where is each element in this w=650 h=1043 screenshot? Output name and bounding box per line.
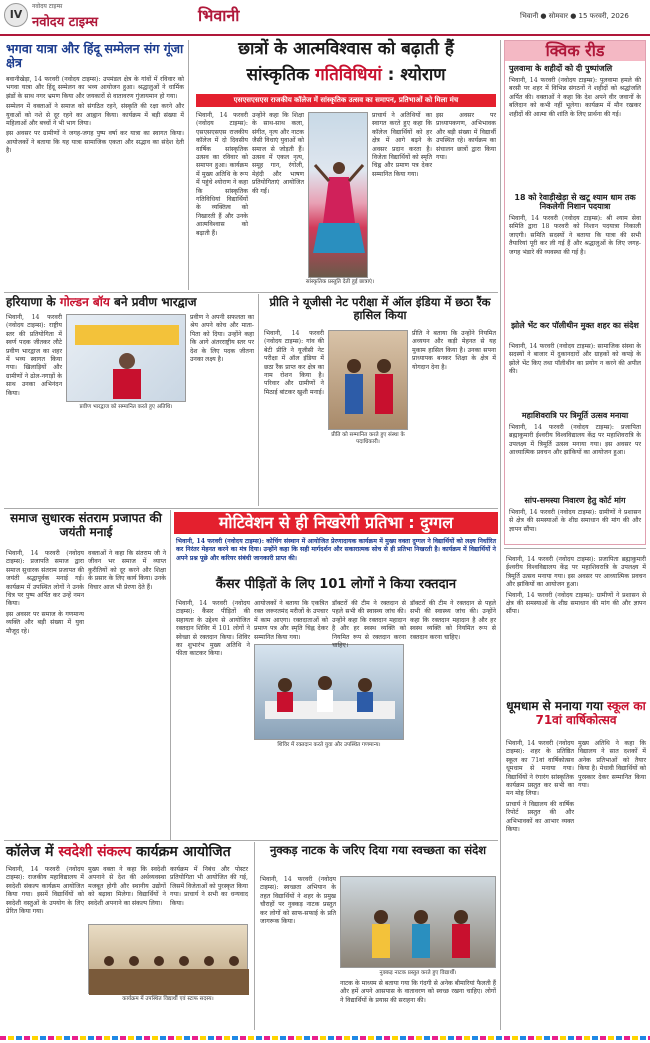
divider (170, 510, 171, 840)
headline-part: हरियाणा के (6, 295, 60, 309)
paragraph: भिवानी, 14 फरवरी (नवोदय टाइम्स): कैंसर पीड़ितों की सहायता के उद्देश्य से आयोजित रक्तदान शिविर में 101 लोगों ने स्वेच्छा से रक्तदान किया। शिविर का शुभारंभ मुख्य अतिथि ने फीता काटकर किया। (176, 600, 250, 658)
divider (4, 508, 498, 509)
paragraph: नाटक के माध्यम से बताया गया कि गंदगी से अनेक बीमारियां फैलती हैं और हमें अपने आसपास के वातावरण को स्वच्छ रखना चाहिए। लोगों ने विद्यार्थियों के प्रयास की सराहना की। (340, 980, 496, 1004)
cancer-caption: शिविर में रक्तदान करते युवा और उपस्थित गणमान्य। (277, 742, 381, 748)
paragraph: प्राचार्य ने अतिथियों का स्वागत करते हुए कहा कि कॉलेज विद्यार्थियों को हर क्षेत्र में आगे बढ़ने के अवसर प्रदान करता है। विजेता विद्यार्थियों को स्मृति चिह्न और प्रमाण पत्र देकर सम्मानित किया गया। (372, 112, 432, 178)
divider (504, 548, 646, 549)
lead-col-3 (372, 112, 432, 290)
cancer-col-3 (332, 600, 406, 650)
preeti-col-2 (412, 330, 496, 506)
samaj-col-1 (6, 550, 84, 836)
page-header (0, 0, 650, 36)
quick-read-body: भिवानी, 14 फरवरी (नवोदय टाइम्स): ग्रामीणों ने प्रशासन से क्षेत्र की समस्याओं के शीघ्र समाधान की मांग की और ज्ञापन सौंपा। (509, 509, 641, 533)
quick-read-title: क्विक रीड (505, 41, 645, 61)
paragraph: सम्मेलन में वक्ताओं ने समाज को संगठित रहने, संस्कृति की रक्षा करने और युवाओं को नशे से दूर रहने का आह्वान किया। कार्यक्रम में बड़ी संख्या में महिलाओं और बच्चों ने भी भाग लिया। (6, 103, 184, 128)
paragraph: इस अवसर पर प्राध्यापकगण, अभिभावक और बड़ी संख्या में विद्यार्थी उपस्थित रहे। कार्यक्रम का संचालन छात्रों द्वारा किया गया। (436, 112, 496, 162)
school-headline (506, 700, 646, 728)
cancer-col-2 (254, 600, 328, 640)
headline-highlight: गतिविधियां (315, 65, 382, 85)
college-photo (88, 924, 248, 994)
award-group-icon (329, 331, 409, 431)
paragraph: भिवानी, 14 फरवरी (नवोदय टाइम्स): राजकीय महाविद्यालय में स्वदेशी संकल्प कार्यक्रम आयोजित किया गया। इसमें विद्यार्थियों को स्वदेशी वस्तुओं के उपयोग के लिए प्रेरित किया गया। (6, 866, 84, 916)
blood-donation-icon (255, 645, 405, 741)
paragraph: कार्यक्रम में निबंध और पोस्टर प्रतियोगिता भी आयोजित की गई, जिसमें विजेताओं को पुरस्कृत किया गया। प्राचार्य ने सभी का धन्यवाद किया। (170, 866, 248, 907)
haryana-photo (66, 314, 186, 402)
quick-read-headline: पुलवामा के शहीदों को दी पुष्पांजलि (509, 64, 613, 73)
lead-col-1 (196, 112, 248, 290)
divider (254, 842, 255, 1030)
samaj-col-2 (88, 550, 166, 836)
headline-part: कॉलेज में (6, 844, 59, 860)
section-title: भिवानी (198, 0, 318, 32)
nukkad-headline: नुक्कड़ नाटक के जरिए दिया गया स्वच्छता का संदेश (269, 843, 487, 857)
preeti-col-1 (264, 330, 324, 506)
lead-col-4 (436, 112, 496, 290)
headline-part: बने प्रवीण भारद्वाज (109, 295, 197, 309)
quick-read-headline: 18 को रेवाड़ीखेड़ा से खटू श्याम धाम तक निकलेगी निशान पदयात्रा (514, 193, 636, 212)
paragraph: भिवानी, 14 फरवरी (नवोदय टाइम्स): स्वच्छता अभियान के तहत विद्यार्थियों ने शहर के प्रमुख चौराहों पर नुक्कड़ नाटक प्रस्तुत कर लोगों को साफ-सफाई के प्रति जागरूक किया। (260, 876, 336, 926)
lead-headline-line1: छात्रों के आत्मविश्वास को बढ़ाती हैं (238, 39, 454, 59)
haryana-col-2 (190, 314, 254, 504)
samaj-headline: समाज सुधारक संतराम प्रजापत की जयंती मनाई (10, 511, 162, 539)
paragraph: डॉक्टरों की टीम ने रक्तदान से पहले सभी की स्वास्थ्य जांच की। उन्होंने कहा कि रक्तदान महादान है और हर स्वस्थ व्यक्ति को नियमित रूप से रक्तदान करना चाहिए। (332, 600, 406, 650)
cancer-headline: कैंसर पीड़ितों के लिए 101 लोगों ने किया रक्तदान (215, 577, 457, 592)
nukkad-photo (340, 876, 496, 968)
cancer-col-4 (410, 600, 496, 836)
haryana-headline (6, 296, 256, 310)
lead-photo-caption: सांस्कृतिक प्रस्तुति देती हुई छात्राएं। (305, 279, 375, 285)
quick-read-headline: महाशिवरात्रि पर त्रिमूर्ति उत्सव मनाया (521, 411, 629, 420)
college-headline (6, 844, 256, 860)
paragraph: भिवानी, 14 फरवरी (नवोदय टाइम्स): प्रजापिता ब्रह्माकुमारी ईश्वरीय विश्वविद्यालय केंद्र पर महाशिवरात्रि के उपलक्ष्य में त्रिमूर्ति उत्सव मनाया गया। इस अवसर पर आध्यात्मिक प्रवचन और झांकियों का आयोजन हुआ। (506, 556, 646, 589)
left-lead-headline: भगवा यात्रा और हिंदू सम्मेलन संग गूंजा क्षेत्र (6, 41, 184, 71)
preeti-caption: प्रीति को सम्मानित करते हुए संस्था के पदाधिकारी। (331, 432, 405, 445)
divider (4, 840, 498, 841)
quick-read-headline: सांप-समस्या निवारण हेतु कोर्ट मांग (524, 496, 626, 505)
lead-subhead: एसएसएसएस राजकीय कॉलेज में सांस्कृतिक उत्सव का समापन, प्रतिभाओं को मिला मंच (196, 94, 496, 107)
motivation-banner: मोटिवेशन से ही निखरेगी प्रतिभा : दुग्गल (174, 512, 498, 534)
headline-part: धूमधाम से मनाया गया (506, 699, 608, 713)
quick-read-body: भिवानी, 14 फरवरी (नवोदय टाइम्स): प्रजापिता ब्रह्माकुमारी ईश्वरीय विश्वविद्यालय केंद्र पर महाशिवरात्रि के उपलक्ष्य में त्रिमूर्ति उत्सव मनाया गया। इस अवसर पर आध्यात्मिक प्रवचन और झांकियों का आयोजन हुआ। (509, 424, 641, 457)
school-col-1 (506, 740, 574, 1030)
college-col-1 (6, 866, 84, 1030)
college-caption: कार्यक्रम में उपस्थित विद्यार्थी एवं स्टाफ सदस्य। (122, 996, 214, 1002)
divider (188, 40, 189, 290)
paragraph: प्रवीण ने अपनी सफलता का श्रेय अपने कोच और माता-पिता को दिया। उन्होंने कहा कि आगे अंतरराष्ट्रीय स्तर पर देश के लिए पदक जीतना उनका लक्ष्य है। (190, 314, 254, 364)
quick-read-body: भिवानी, 14 फरवरी (नवोदय टाइम्स): श्री श्याम सेवा समिति द्वारा 18 फरवरी को निशान पदयात्रा निकाली जाएगी। समिति सदस्यों ने बताया कि यात्रा की सभी तैयारियां पूरी कर ली गई हैं और श्रद्धालुओं के लिए जगह-जगह भंडारे की व्यवस्था की गई है। (509, 215, 641, 256)
paragraph: इस अवसर पर समाज के गणमान्य व्यक्ति और बड़ी संख्या में युवा मौजूद रहे। (6, 610, 84, 635)
dancer-figure-icon (309, 113, 369, 279)
quick-read-headline: झोले भेंट कर पॉलीथीन मुक्त शहर का संदेश (511, 321, 639, 330)
paragraph: प्राचार्य ने विद्यालय की वार्षिक रिपोर्ट प्रस्तुत की और अभिभावकों का आभार व्यक्त किया। (506, 800, 574, 834)
nukkad-col-1 (260, 876, 336, 1030)
preeti-photo (328, 330, 408, 430)
paragraph: मुख्य वक्ता ने कहा कि स्वदेशी अपनाने से देश की अर्थव्यवस्था मजबूत होगी और स्थानीय उद्योगों को बढ़ावा मिलेगा। विद्यार्थियों ने स्वदेशी अपनाने का संकल्प लिया। (88, 866, 166, 907)
headline-highlight: स्वदेशी संकल्प (58, 844, 132, 860)
paragraph: उन्होंने कहा कि शिक्षा के साथ-साथ कला, संगीत, नृत्य और नाटक जैसी विधाएं युवाओं को समाज से जोड़ती हैं। उत्सव में एकल नृत्य, समूह गान, रंगोली, मेहंदी और भाषण प्रतियोगिताएं आयोजित की गईं। (252, 112, 304, 195)
cancer-col-1 (176, 600, 250, 836)
quick-read-body: भिवानी, 14 फरवरी (नवोदय टाइम्स): सामाजिक संस्था के सदस्यों ने बाजार में दुकानदारों और ग्राहकों को कपड़े के झोले भेंट किए तथा पॉलीथीन का प्रयोग न करने की अपील की। (509, 343, 641, 376)
athlete-figure-icon (67, 315, 187, 403)
haryana-col-1 (6, 314, 62, 504)
paragraph: इस अवसर पर ग्रामीणों ने जगह-जगह पुष्प वर्षा कर यात्रा का स्वागत किया। आयोजकों ने बताया कि यह यात्रा सामाजिक एकता और सद्भाव का संदेश देती है। (6, 130, 184, 155)
lead-col-2 (252, 112, 304, 290)
masthead-logo: नवोदय टाइम्स (32, 15, 99, 30)
headline-highlight: गोल्डन बॉय (59, 295, 110, 309)
paragraph: आयोजकों ने बताया कि एकत्रित रक्त जरूरतमंद मरीजों के उपचार में काम आएगा। रक्तदाताओं को प्रमाण पत्र और स्मृति चिह्न देकर सम्मानित किया गया। (254, 600, 328, 641)
page-number: IV (4, 3, 28, 27)
right-extra-body (506, 556, 646, 696)
paragraph: बवानीखेड़ा, 14 फरवरी (नवोदय टाइम्स): उपमंडल क्षेत्र के गांवों में रविवार को भगवा यात्रा और हिंदू सम्मेलन का भव्य आयोजन हुआ। श्रद्धालुओं ने धार्मिक झंडों के साथ नगर भ्रमण किया और जयकारों से वातावरण गुंजायमान हो गया। (6, 76, 184, 100)
headline-part: : श्योराण (381, 65, 446, 85)
paragraph: भिवानी, 14 फरवरी (नवोदय टाइम्स): शहर के प्रतिष्ठित स्कूल का 71वां वार्षिकोत्सव धूमधाम से मनाया गया। विद्यार्थियों ने रंगारंग सांस्कृतिक कार्यक्रम प्रस्तुत कर सभी का मन मोह लिया। (506, 740, 574, 798)
audience-icon (89, 925, 249, 995)
cancer-photo (254, 644, 404, 740)
nukkad-caption: नुक्कड़ नाटक प्रस्तुत करते हुए विद्यार्थी। (379, 970, 457, 976)
paragraph: मुख्य अतिथि ने कहा कि विद्यालय ने सात दशकों में अनेक प्रतिभाओं को तैयार किया है। मेधावी विद्यार्थियों को पुरस्कार देकर सम्मानित किया गया। (578, 740, 646, 790)
masthead-sub: नवोदय टाइम्स (32, 3, 63, 10)
paragraph: प्रीति ने बताया कि उन्होंने नियमित अध्ययन और कड़ी मेहनत से यह मुकाम हासिल किया है। उनका सपना प्राध्यापक बनकर शिक्षा के क्षेत्र में योगदान देना है। (412, 330, 496, 371)
lead-headline-line2 (196, 66, 496, 86)
paragraph: भिवानी, 14 फरवरी (नवोदय टाइम्स): राष्ट्रीय स्तर की प्रतियोगिता में स्वर्ण पदक जीतकर लौटे प्रवीण भारद्वाज का शहर में भव्य स्वागत किया गया। खिलाड़ियों और ग्रामीणों ने ढोल-नगाड़ों के साथ उनका अभिनंदन किया। (6, 314, 62, 397)
left-lead-body (6, 76, 184, 284)
paragraph: भिवानी, 14 फरवरी (नवोदय टाइम्स): प्रजापति समाज द्वारा समाज सुधारक संतराम प्रजापत की जयंती श्रद्धापूर्वक मनाई गई। कार्यक्रम में उपस्थित लोगों ने उनके चित्र पर पुष्प अर्पित कर उन्हें नमन किया। (6, 550, 84, 608)
headline-highlight: स्कूल का 71वां वार्षिकोत्सव (535, 699, 646, 727)
college-col-2 (88, 866, 166, 922)
quick-read-box (504, 40, 646, 545)
street-play-icon (341, 877, 497, 969)
nukkad-col-2 (340, 980, 496, 1030)
divider (500, 40, 501, 1030)
paragraph: डॉक्टरों की टीम ने रक्तदान से पहले सभी की स्वास्थ्य जांच की। उन्होंने कहा कि रक्तदान महादान है और हर स्वस्थ व्यक्ति को नियमित रूप से रक्तदान करना चाहिए। (410, 600, 496, 641)
motivation-body: भिवानी, 14 फरवरी (नवोदय टाइम्स): कोचिंग संस्थान में आयोजित प्रेरणादायक कार्यक्रम में मुख्य वक्ता दुग्गल ने विद्यार्थियों को लक्ष्य निर्धारित कर निरंतर मेहनत करने का मंत्र दिया। उन्होंने कहा कि सही मार्गदर्शन और सकारात्मक सोच से ही प्रतिभा निखरती है। कार्यक्रम में विद्यार्थियों ने अपने प्रश्न पूछे और करियर संबंधी जानकारी प्राप्त की। (176, 538, 496, 562)
headline-part: सांस्कृतिक (246, 65, 316, 85)
dateline: भिवानी ● सोमवार ● 15 फरवरी, 2026 (520, 12, 629, 20)
school-col-2 (578, 740, 646, 1030)
college-col-3 (170, 866, 248, 922)
lead-photo (308, 112, 368, 278)
quick-read-body: भिवानी, 14 फरवरी (नवोदय टाइम्स): पुलवामा हमले की बरसी पर शहर में विभिन्न संगठनों ने शहीदों को श्रद्धांजलि अर्पित की। वक्ताओं ने कहा कि देश अपने वीर जवानों के बलिदान को कभी नहीं भूलेगा। कार्यक्रम में मौन रखकर शहीदों की आत्मा की शांति के लिए प्रार्थना की गई। (509, 77, 641, 118)
header-rule (0, 34, 650, 36)
paragraph: भिवानी, 14 फरवरी (नवोदय टाइम्स): गांव की बेटी प्रीति ने यूजीसी नेट परीक्षा में ऑल इंडिया में छठा रैंक प्राप्त कर क्षेत्र का नाम रोशन किया है। परिवार और ग्रामीणों ने मिठाई बांटकर खुशी मनाई। (264, 330, 324, 396)
color-registration-strip (0, 1036, 650, 1040)
divider (258, 294, 259, 506)
divider (4, 292, 498, 293)
paragraph: वक्ताओं ने कहा कि संतराम जी ने जीवन भर समाज में व्याप्त कुरीतियों को दूर करने और शिक्षा के प्रसार के लिए कार्य किया। उनके विचार आज भी प्रेरणा देते हैं। (88, 550, 166, 591)
paragraph: भिवानी, 14 फरवरी (नवोदय टाइम्स): ग्रामीणों ने प्रशासन से क्षेत्र की समस्याओं के शीघ्र समाधान की मांग की और ज्ञापन सौंपा। (506, 591, 646, 616)
preeti-headline: प्रीति ने यूजीसी नेट परीक्षा में ऑल इंडिया में छठा रैंक हासिल किया (269, 295, 491, 323)
paragraph: भिवानी, 14 फरवरी (नवोदय टाइम्स): एसएसएसएस राजकीय कॉलेज में दो दिवसीय वार्षिक सांस्कृतिक उत्सव का रविवार को समापन हुआ। कार्यक्रम में मुख्य अतिथि के रूप में पहुंचे श्योराण ने कहा कि सांस्कृतिक गतिविधियां विद्यार्थियों के व्यक्तित्व को निखारती हैं और उनके आत्मविश्वास को बढ़ाती हैं। (196, 112, 248, 237)
headline-part: कार्यक्रम आयोजित (131, 844, 231, 860)
haryana-caption: प्रवीण भारद्वाज को सम्मानित करते हुए अतिथि। (79, 404, 173, 410)
